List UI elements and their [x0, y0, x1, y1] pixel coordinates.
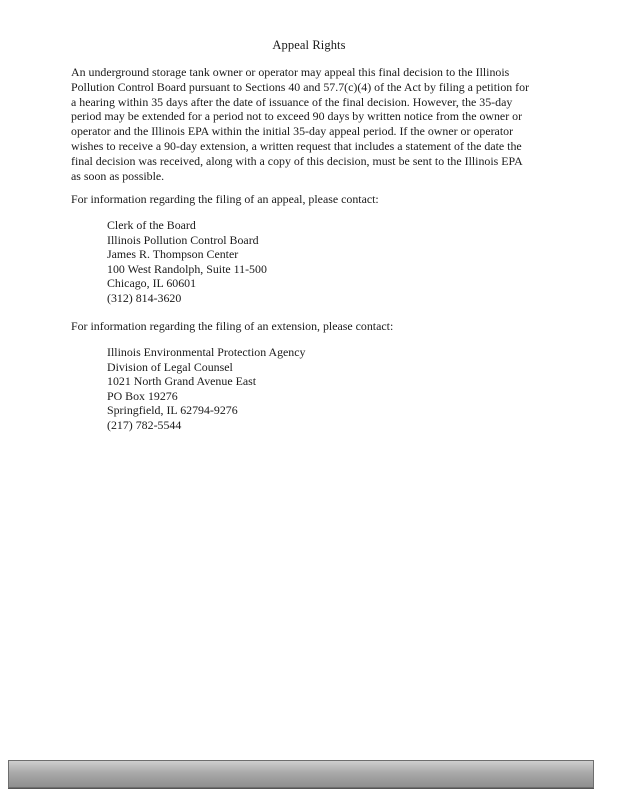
paragraph-line: An underground storage tank owner or operator may appeal this final decision to the Illinois	[71, 65, 510, 79]
page-title: Appeal Rights	[272, 38, 346, 52]
appeal-rights-paragraph	[71, 65, 551, 183]
address-line: Division of Legal Counsel	[107, 359, 233, 374]
address-line: 1021 North Grand Avenue East	[107, 374, 257, 389]
paragraph-line: a hearing within 35 days after the date of issuance of the final decision. However, the 35-day	[71, 94, 513, 109]
paragraph-line: as soon as possible.	[71, 168, 165, 183]
address-line: James R. Thompson Center	[107, 247, 239, 262]
extension-contact-address	[107, 345, 305, 433]
address-line: Clerk of the Board	[107, 218, 196, 232]
footer-bar	[8, 760, 594, 788]
paragraph-line: Pollution Control Board pursuant to Sections 40 and 57.7(c)(4) of the Act by filing a petition for	[71, 79, 530, 94]
paragraph-line: final decision was received, along with a copy of this decision, must be sent to the Illinois EPA	[71, 153, 523, 168]
appeal-contact-address	[107, 218, 267, 306]
paragraph-line: operator and the Illinois EPA within the initial 35-day appeal period. If the owner or operator	[71, 124, 514, 139]
extension-contact-intro: For information regarding the filing of an extension, please contact:	[71, 319, 394, 333]
address-line: (217) 782-5544	[107, 417, 182, 432]
address-line: Illinois Pollution Control Board	[107, 232, 259, 247]
address-line: Chicago, IL 60601	[107, 276, 197, 291]
paragraph-line: period may be extended for a period not to exceed 90 days by written notice from the owner or	[71, 109, 523, 124]
address-line: Springfield, IL 62794-9276	[107, 403, 238, 418]
appeal-contact-intro: For information regarding the filing of an appeal, please contact:	[71, 192, 379, 206]
paragraph-line: wishes to receive a 90-day extension, a written request that includes a statement of the date the	[71, 138, 522, 153]
address-line: PO Box 19276	[107, 388, 178, 403]
address-line: Illinois Environmental Protection Agency	[107, 345, 306, 359]
address-line: (312) 814-3620	[107, 290, 182, 305]
address-line: 100 West Randolph, Suite 11-500	[107, 261, 267, 276]
